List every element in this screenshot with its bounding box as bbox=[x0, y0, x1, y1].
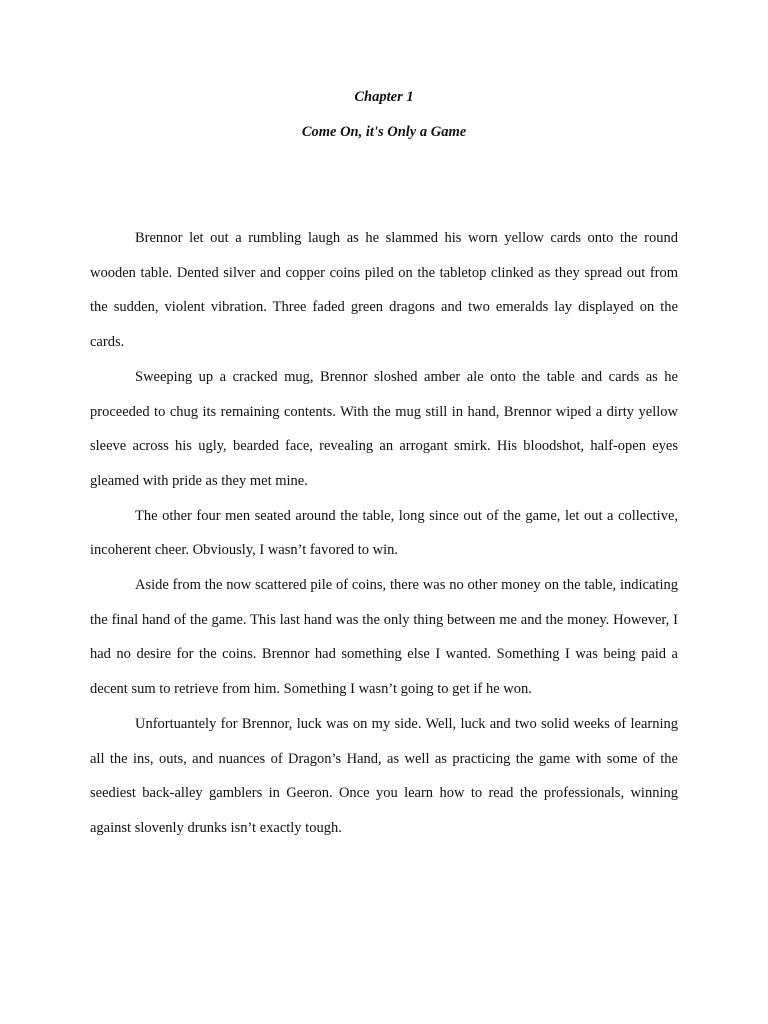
paragraph: Sweeping up a cracked mug, Brennor sloshed amber ale onto the table and cards as he proceeded to chug its remaining contents. With the mug still in hand, Brennor wiped a dirty yellow sleeve across his ugly, bearded face, revealing an arrogant smirk. His bloodshot, half-open eyes gleamed with pride as they met mine. bbox=[90, 368, 678, 489]
chapter-number: Chapter 1 bbox=[354, 89, 414, 105]
paragraph: Brennor let out a rumbling laugh as he slammed his worn yellow cards onto the round wooden table. Dented silver and copper coins piled on the tabletop clinked as they spread out from the sudden, violent vibration. Three faded green dragons and two emeralds lay displayed on the cards. bbox=[90, 230, 678, 351]
paragraph: Unfortuantely for Brennor, luck was on my side. Well, luck and two solid weeks of learning all the ins, outs, and nuances of Dragon’s Hand, as well as practicing the game with some of the seediest back-alley gamblers in Geeron. Once you learn how to read the professionals, winning against slovenly drunks isn’t exactly tough. bbox=[90, 715, 678, 836]
chapter-title: Come On, it's Only a Game bbox=[301, 124, 467, 140]
paragraph: Aside from the now scattered pile of coins, there was no other money on the table, indicating the final hand of the game. This last hand was the only thing between me and the money. However, I had no desire for the coins. Brennor had something else I wanted. Something I was being paid a decent sum to retrieve from him. Something I wasn’t going to get if he won. bbox=[90, 577, 678, 698]
chapter-body bbox=[90, 221, 678, 846]
paragraph: The other four men seated around the table, long since out of the game, let out a collective, incoherent cheer. Obviously, I wasn’t favored to win. bbox=[90, 507, 678, 559]
